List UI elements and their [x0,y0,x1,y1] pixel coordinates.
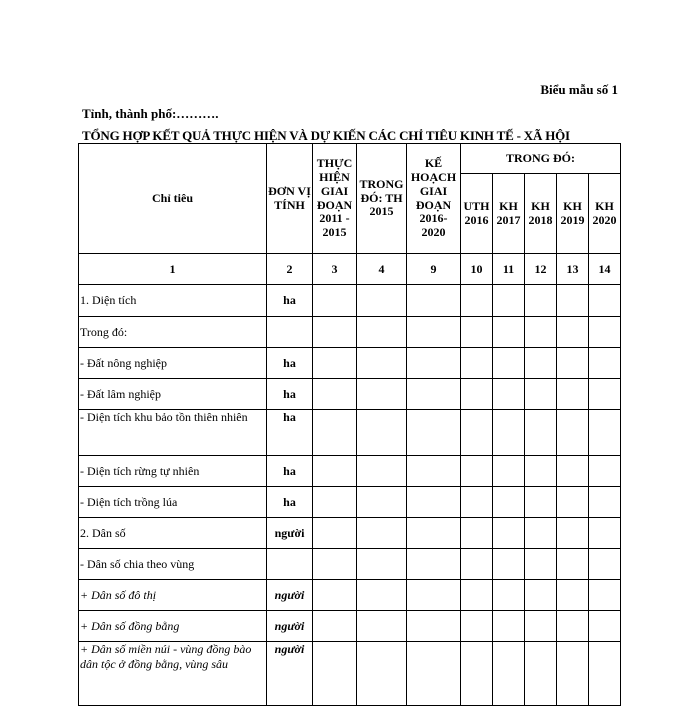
value-cell[interactable] [589,348,621,379]
value-cell[interactable] [525,580,557,611]
value-cell[interactable] [407,456,461,487]
value-cell[interactable] [493,285,525,317]
table-row [79,410,621,456]
value-cell[interactable] [313,580,357,611]
value-cell[interactable] [313,549,357,580]
table-row [79,518,621,549]
row-label: Trong đó: [79,317,267,348]
row-label: 1. Diện tích [79,285,267,317]
value-cell[interactable] [407,285,461,317]
header-kh-2018: KH 2018 [525,174,557,254]
value-cell[interactable] [357,518,407,549]
value-cell[interactable] [525,317,557,348]
value-cell[interactable] [557,549,589,580]
value-cell[interactable] [407,611,461,642]
header-uth-2016: UTH 2016 [461,174,493,254]
value-cell[interactable] [589,379,621,410]
table-row [79,487,621,518]
table-row [79,611,621,642]
value-cell[interactable] [461,456,493,487]
value-cell[interactable] [589,487,621,518]
value-cell[interactable] [407,410,461,456]
value-cell[interactable] [407,518,461,549]
table-row [79,379,621,410]
value-cell[interactable] [493,410,525,456]
value-cell[interactable] [313,285,357,317]
value-cell[interactable] [589,518,621,549]
value-cell[interactable] [313,642,357,706]
row-unit: ha [267,487,313,518]
row-label: - Diện tích rừng tự nhiên [79,456,267,487]
table-row [79,642,621,706]
value-cell[interactable] [407,642,461,706]
row-unit: người [267,611,313,642]
value-cell[interactable] [407,549,461,580]
value-cell[interactable] [525,642,557,706]
value-cell[interactable] [461,317,493,348]
value-cell[interactable] [357,549,407,580]
value-cell[interactable] [589,317,621,348]
row-unit: người [267,518,313,549]
value-cell[interactable] [557,285,589,317]
value-cell[interactable] [493,456,525,487]
value-cell[interactable] [493,549,525,580]
value-cell[interactable] [357,348,407,379]
value-cell[interactable] [525,348,557,379]
header-unit: ĐƠN VỊ TÍNH [267,144,313,254]
column-number: 2 [267,254,313,285]
value-cell[interactable] [589,549,621,580]
row-unit: ha [267,285,313,317]
header-done-2011-2015: THỰC HIỆN GIAI ĐOẠN 2011 - 2015 [313,144,357,254]
table-row [79,317,621,348]
column-number: 11 [493,254,525,285]
row-unit: ha [267,410,313,456]
value-cell[interactable] [557,410,589,456]
value-cell[interactable] [313,611,357,642]
value-cell[interactable] [589,410,621,456]
header-of-which: TRONG ĐÓ: [461,144,621,174]
row-unit [267,549,313,580]
value-cell[interactable] [589,642,621,706]
header-kh-2020: KH 2020 [589,174,621,254]
header-plan-2016-2020: KẾ HOẠCH GIAI ĐOẠN 2016-2020 [407,144,461,254]
value-cell[interactable] [557,456,589,487]
value-cell[interactable] [461,348,493,379]
indicator-table [78,143,621,706]
table-row [79,549,621,580]
row-label: + Dân số đồng bằng [79,611,267,642]
value-cell[interactable] [407,379,461,410]
value-cell[interactable] [357,611,407,642]
column-number: 12 [525,254,557,285]
value-cell[interactable] [461,642,493,706]
column-number: 3 [313,254,357,285]
row-unit: ha [267,456,313,487]
value-cell[interactable] [357,379,407,410]
value-cell[interactable] [557,580,589,611]
value-cell[interactable] [493,487,525,518]
value-cell[interactable] [313,317,357,348]
form-number: Biểu mẫu số 1 [540,82,618,97]
row-unit: người [267,642,313,706]
value-cell[interactable] [357,487,407,518]
column-number: 13 [557,254,589,285]
value-cell[interactable] [493,379,525,410]
value-cell[interactable] [589,456,621,487]
value-cell[interactable] [525,456,557,487]
column-number: 10 [461,254,493,285]
value-cell[interactable] [525,410,557,456]
value-cell[interactable] [557,348,589,379]
value-cell[interactable] [525,487,557,518]
value-cell[interactable] [493,518,525,549]
value-cell[interactable] [557,518,589,549]
value-cell[interactable] [357,410,407,456]
value-cell[interactable] [461,285,493,317]
value-cell[interactable] [461,549,493,580]
header-kh-2019: KH 2019 [557,174,589,254]
value-cell[interactable] [557,379,589,410]
row-unit: ha [267,348,313,379]
value-cell[interactable] [493,580,525,611]
value-cell[interactable] [493,317,525,348]
value-cell[interactable] [313,379,357,410]
value-cell[interactable] [525,285,557,317]
table-row [79,456,621,487]
row-unit: ha [267,379,313,410]
row-label: - Đất lâm nghiệp [79,379,267,410]
column-number: 4 [357,254,407,285]
row-label: - Diện tích trồng lúa [79,487,267,518]
value-cell[interactable] [313,518,357,549]
row-label: - Diện tích khu bảo tồn thiên nhiên [79,410,267,456]
value-cell[interactable] [525,518,557,549]
value-cell[interactable] [525,379,557,410]
value-cell[interactable] [493,611,525,642]
value-cell[interactable] [407,348,461,379]
value-cell[interactable] [357,456,407,487]
value-cell[interactable] [589,580,621,611]
row-label: - Đất nông nghiệp [79,348,267,379]
column-number: 9 [407,254,461,285]
column-number: 14 [589,254,621,285]
value-cell[interactable] [525,549,557,580]
row-label: 2. Dân số [79,518,267,549]
row-label: - Dân số chia theo vùng [79,549,267,580]
value-cell[interactable] [313,487,357,518]
table-row [79,285,621,317]
value-cell[interactable] [461,487,493,518]
value-cell[interactable] [493,348,525,379]
value-cell[interactable] [461,410,493,456]
value-cell[interactable] [357,642,407,706]
value-cell[interactable] [461,611,493,642]
value-cell[interactable] [461,518,493,549]
header-indicator: Chỉ tiêu [79,144,267,254]
value-cell[interactable] [313,456,357,487]
value-cell[interactable] [525,611,557,642]
header-of-which-th-2015: TRONG ĐÓ: TH 2015 [357,144,407,254]
column-number-row [79,254,621,285]
value-cell[interactable] [589,285,621,317]
province-line: Tỉnh, thành phố:………. [82,106,219,121]
value-cell[interactable] [557,487,589,518]
value-cell[interactable] [493,642,525,706]
value-cell[interactable] [357,285,407,317]
value-cell[interactable] [557,611,589,642]
value-cell[interactable] [313,348,357,379]
value-cell[interactable] [407,317,461,348]
column-number: 1 [79,254,267,285]
value-cell[interactable] [357,317,407,348]
row-label: + Dân số đô thị [79,580,267,611]
table-row [79,580,621,611]
row-label: + Dân số miền núi - vùng đồng bào dân tộc ở đồng bằng, vùng sâu [79,642,267,706]
value-cell[interactable] [461,580,493,611]
table-row [79,348,621,379]
value-cell[interactable] [407,487,461,518]
header-kh-2017: KH 2017 [493,174,525,254]
value-cell[interactable] [557,317,589,348]
value-cell[interactable] [589,611,621,642]
value-cell[interactable] [557,642,589,706]
value-cell[interactable] [407,580,461,611]
value-cell[interactable] [313,410,357,456]
value-cell[interactable] [461,379,493,410]
row-unit: người [267,580,313,611]
row-unit [267,317,313,348]
value-cell[interactable] [357,580,407,611]
document-title: TỔNG HỢP KẾT QUẢ THỰC HIỆN VÀ DỰ KIẾN CÁC CHỈ TIÊU KINH TẾ - XÃ HỘI [82,128,570,143]
